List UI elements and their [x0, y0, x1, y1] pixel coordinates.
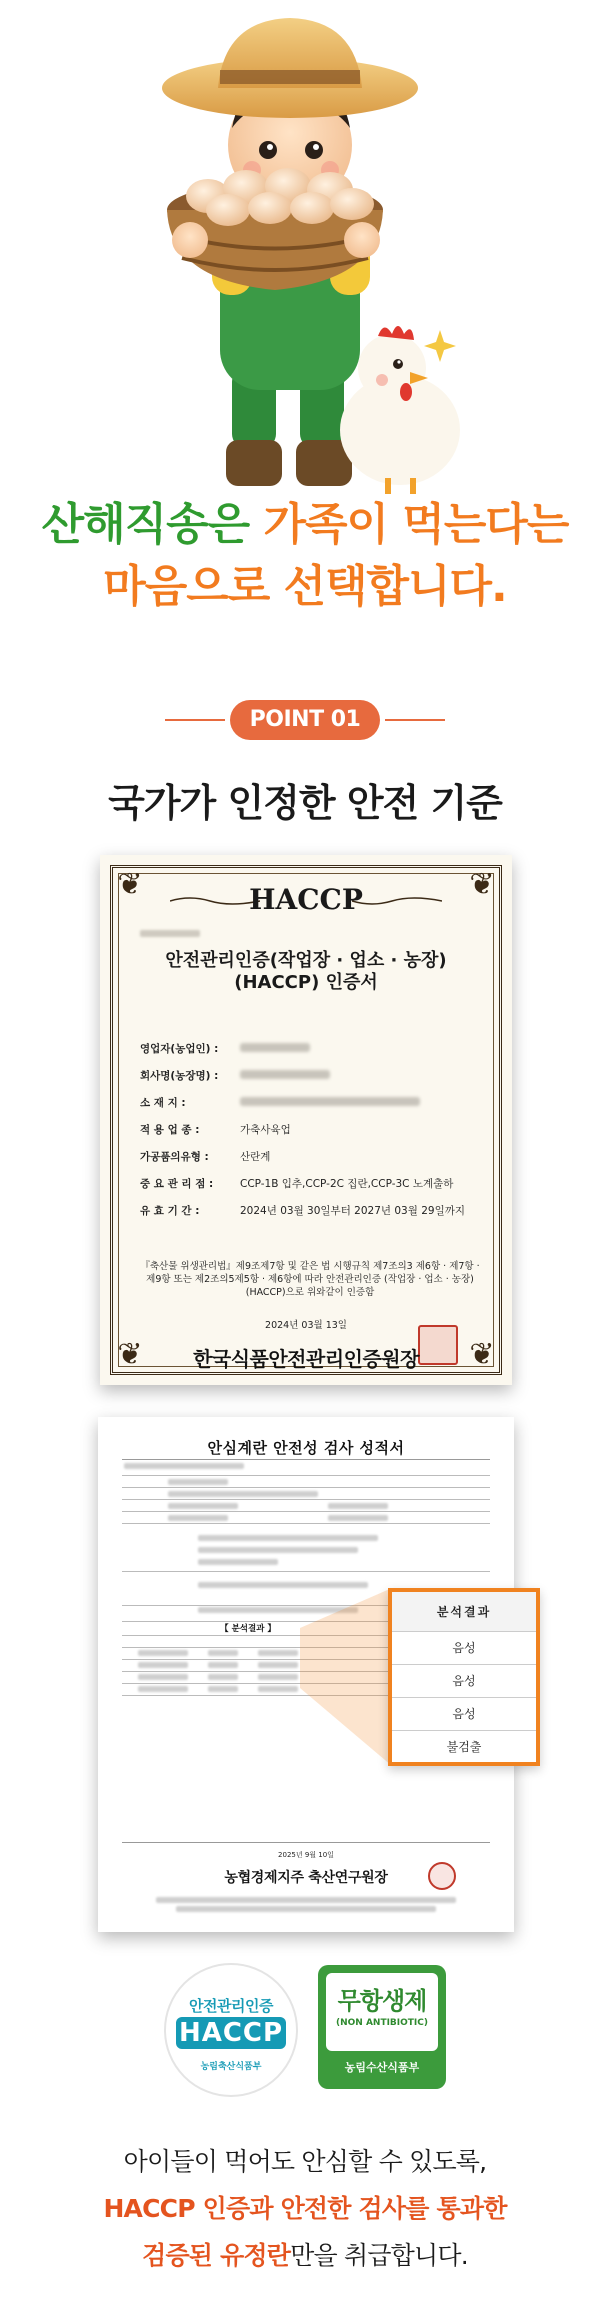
certificate-field-row	[140, 1197, 480, 1224]
haccp-badge-word: HACCP	[176, 2017, 286, 2049]
certificate-header: HACCP	[249, 883, 363, 916]
non-antibiotic-badge-english: (NON ANTIBIOTIC)	[335, 2018, 428, 2028]
certificate-issuer: 한국식품안전관리인증원장	[193, 1347, 419, 1371]
redacted-text	[258, 1662, 298, 1668]
report-title: 안심계란 안전성 검사 성적서	[207, 1439, 405, 1457]
certificate-title-line-1: 안전관리인증(작업장 · 업소 · 농장)	[165, 950, 447, 971]
certificate-field-value: 가축사육업	[240, 1124, 291, 1136]
report-rule	[122, 1459, 490, 1460]
brand-name: 산해직송은	[41, 499, 250, 550]
certificate-issue-date: 2024년 03월 13일	[265, 1320, 347, 1331]
redacted-text	[138, 1686, 188, 1692]
result-cell: 음성	[392, 1665, 536, 1698]
certificate-field-label: 중 요 관 리 점 :	[140, 1178, 214, 1190]
redacted-text	[258, 1686, 298, 1692]
result-cell: 불검출	[446, 1740, 482, 1754]
redacted-text	[208, 1650, 238, 1656]
redacted-text	[328, 1515, 388, 1521]
redacted-text	[138, 1674, 188, 1680]
certificate-field-value	[240, 1070, 480, 1082]
result-cell: 음성	[392, 1698, 536, 1731]
haccp-badge	[164, 1963, 298, 2097]
closing-line-3-emphasis: 검증된 유정란	[142, 2241, 291, 2270]
corner-ornament-icon: ❦	[469, 1337, 495, 1372]
closing-line-1: 아이들이 먹어도 안심할 수 있도록,	[123, 2147, 487, 2176]
highlight-connector	[300, 1588, 392, 1766]
report-issuer: 농협경제지주 축산연구원장	[224, 1870, 388, 1886]
result-header: 분석결과	[392, 1592, 536, 1632]
official-seal-icon	[428, 1862, 456, 1890]
redacted-text	[208, 1662, 238, 1668]
certificate-legal-text: 『축산물 위생관리법』제9조제7항 및 같은 법 시행규칙 제7조의3 제6항 · 제7항 · 제9항 또는 제2조의5제5항 · 제6항에 따라 안전관리인증 (작업장 · 업소 · 농장)(HACCP)으로 위와같이 인증함	[140, 1261, 480, 1298]
closing-line-3-rest: 만을 취급합니다.	[290, 2241, 468, 2270]
point-badge: POINT 01	[230, 700, 380, 740]
haccp-badge-top: 안전관리인증	[189, 1997, 273, 2015]
closing-line-3	[0, 2232, 610, 2279]
redacted-text	[168, 1479, 228, 1485]
farmer-with-eggs-illustration	[0, 0, 610, 500]
certificate-field-row	[140, 1143, 480, 1170]
redacted-text	[198, 1547, 358, 1553]
redacted-text	[258, 1650, 298, 1656]
report-footer-rule	[122, 1842, 490, 1843]
certificate-field-row	[140, 1170, 480, 1197]
redacted-text	[168, 1515, 228, 1521]
non-antibiotic-badge	[318, 1965, 446, 2089]
redacted-text	[258, 1674, 298, 1680]
non-antibiotic-badge-main: 무항생제	[337, 1987, 427, 2015]
section-title: 국가가 인정한 안전 기준	[108, 781, 502, 825]
analysis-result-callout	[388, 1588, 540, 1766]
haccp-certificate-image	[100, 855, 512, 1385]
report-date: 2025년 9월 10일	[278, 1851, 334, 1859]
certificate-field-value: 2024년 03월 30일부터 2027년 03월 29일까지	[240, 1205, 466, 1217]
certificate-title	[100, 950, 512, 994]
certificate-field-label: 유 효 기 간 :	[140, 1205, 200, 1217]
non-antibiotic-badge-ministry: 농림수산식품부	[344, 2061, 420, 2074]
report-footnote	[138, 1897, 474, 1915]
redacted-text	[208, 1686, 238, 1692]
redacted-text	[168, 1491, 318, 1497]
main-headline	[0, 494, 610, 618]
redacted-text	[240, 1070, 330, 1079]
redacted-text	[198, 1559, 278, 1565]
report-results-subtitle: 【 분석결과 】	[220, 1624, 276, 1634]
redacted-text	[198, 1535, 378, 1541]
redacted-text	[240, 1097, 420, 1106]
certificate-field-label: 영업자(농업인) :	[140, 1043, 219, 1055]
certificate-field-label: 적 용 업 종 :	[140, 1124, 200, 1136]
certificate-field-row	[140, 1116, 480, 1143]
closing-copy	[0, 2138, 610, 2279]
headline-line-2: 마음으로 선택합니다.	[103, 561, 507, 612]
certificate-field-label: 가공품의유형 :	[140, 1151, 209, 1163]
redacted-text	[138, 1662, 188, 1668]
result-cell: 음성	[392, 1632, 536, 1665]
certificate-title-line-2: (HACCP) 인증서	[234, 972, 378, 993]
corner-ornament-icon: ❦	[117, 867, 143, 902]
certificate-field-row	[140, 1035, 480, 1062]
certificate-field-value: CCP-1B 입추,CCP-2C 집란,CCP-3C 노계출하	[240, 1178, 454, 1190]
redacted-text	[168, 1503, 238, 1509]
redacted-text	[328, 1503, 388, 1509]
headline-emphasis: 가족이 먹는다는	[263, 499, 569, 550]
point-right-divider	[385, 719, 445, 721]
certificate-field-value: 산란계	[240, 1151, 271, 1163]
point-label-row	[0, 700, 610, 740]
redacted-text	[240, 1043, 310, 1052]
closing-line-2: HACCP 인증과 안전한 검사를 통과한	[103, 2194, 507, 2223]
certificate-field-row	[140, 1089, 480, 1116]
certificate-field-label: 소 재 지 :	[140, 1097, 186, 1109]
non-antibiotic-badge-panel	[326, 1973, 438, 2051]
certificate-field-row	[140, 1062, 480, 1089]
corner-ornament-icon: ❦	[469, 867, 495, 902]
redacted-text	[208, 1674, 238, 1680]
haccp-badge-ministry: 농림축산식품부	[200, 2062, 262, 2072]
certificate-number	[140, 930, 200, 940]
certificate-field-value	[240, 1097, 480, 1109]
certificate-field-value	[240, 1043, 480, 1055]
point-left-divider	[165, 719, 225, 721]
certificate-fields	[140, 1035, 480, 1224]
corner-ornament-icon: ❦	[117, 1337, 143, 1372]
certificate-field-label: 회사명(농장명) :	[140, 1070, 219, 1082]
redacted-text	[138, 1650, 188, 1656]
report-number	[124, 1463, 244, 1471]
headline-line-1	[0, 494, 610, 556]
